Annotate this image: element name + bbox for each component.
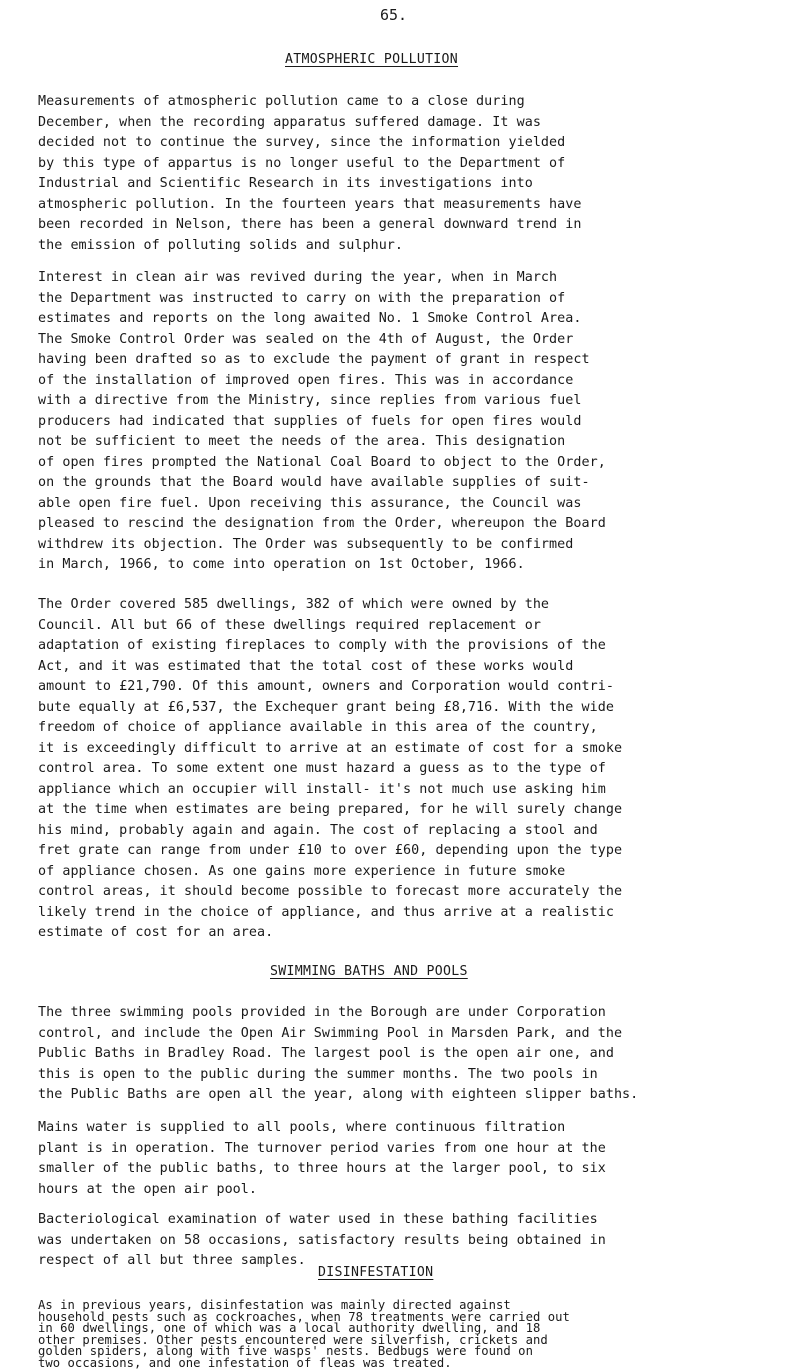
section-heading-disinfestation: DISINFESTATION — [318, 1265, 434, 1280]
page-number: 65. — [380, 6, 408, 24]
paragraph-disinfestation-1: As in previous years, disinfestation was mainly directed against household pests such as cockroaches, when 78 treatments were carried out in 60 dwellings, one of which was a local authority dwelling, and 18 other premises. Other pests encountered were silverfish, crickets and golden spiders, along with five wasps' nests. Bedbugs were found on two occasions, and one infestation of fleas was treated. — [38, 1298, 570, 1370]
paragraph-atmospheric-3: The Order covered 585 dwellings, 382 of which were owned by the Council. All but 66 of these dwellings required replacement or adaptation of existing fireplaces to comply with the provisions of the Act, and it was estimated that the total cost of these works would amount to £21,790. Of this amount, owners and Corporation would contri- bute equally at £6,537, the Exchequer grant being £8,716. With the wide freedom of choice of appliance available in this area of the country, it is exceedingly difficult to arrive at an estimate of cost for a smoke control area. To some extent one must hazard a guess as to the type of appliance which an occupier will install- it's not much use asking him at the time when estimates are being prepared, for he will surely change his mind, probably again and again. The cost of replacing a stool and fret grate can range from under £10 to over £60, depending upon the type of appliance chosen. As one gains more experience in future smoke control areas, it should become possible to forecast more accurately the likely trend in the choice of appliance, and thus arrive at a realistic estimate of cost for an area. — [38, 597, 623, 940]
paragraph-swimming-3: Bacteriological examination of water used in these bathing facilities was undertaken on 58 occasions, satisfactory results being obtained in respect of all but three samples. — [38, 1212, 606, 1268]
section-heading-atmospheric-pollution: ATMOSPHERIC POLLUTION — [285, 52, 459, 67]
paragraph-swimming-2: Mains water is supplied to all pools, where continuous filtration plant is in operation. The turnover period varies from one hour at the smaller of the public baths, to three hours at the larger pool, to six hours at the open air pool. — [38, 1120, 606, 1197]
paragraph-swimming-1: The three swimming pools provided in the Borough are under Corporation control, and include the Open Air Swimming Pool in Marsden Park, and the Public Baths in Bradley Road. The largest pool is the open air one, and this is open to the public during the summer months. The two pools in the Public Baths are open all the year, along with eighteen slipper baths. — [38, 1005, 639, 1102]
paragraph-atmospheric-1: Measurements of atmospheric pollution came to a close during December, when the recording apparatus suffered damage. It was decided not to continue the survey, since the information yielded by this type of appartus is no longer useful to the Department of Industrial and Scientific Research in its investigations into atmospheric pollution. In the fourteen years that measurements have been recorded in Nelson, there has been a general downward trend in the emission of polluting solids and sulphur. — [38, 94, 582, 253]
paragraph-atmospheric-2: Interest in clean air was revived during the year, when in March the Department was instructed to carry on with the preparation of estimates and reports on the long awaited No. 1 Smoke Control Area. The Smoke Control Order was sealed on the 4th of August, the Order having been drafted so as to exclude the payment of grant in respect of the installation of improved open fires. This was in accordance with a directive from the Ministry, since replies from various fuel producers had indicated that supplies of fuels for open fires would not be sufficient to meet the needs of the area. This designation of open fires prompted the National Coal Board to object to the Order, on the grounds that the Board would have available supplies of suit- able open fire fuel. Upon receiving this assurance, the Council was pleased to rescind the designation from the Order, whereupon the Board withdrew its objection. The Order was subsequently to be confirmed in March, 1966, to come into operation on 1st October, 1966. — [38, 270, 606, 572]
section-heading-swimming-baths: SWIMMING BATHS AND POOLS — [270, 964, 468, 979]
